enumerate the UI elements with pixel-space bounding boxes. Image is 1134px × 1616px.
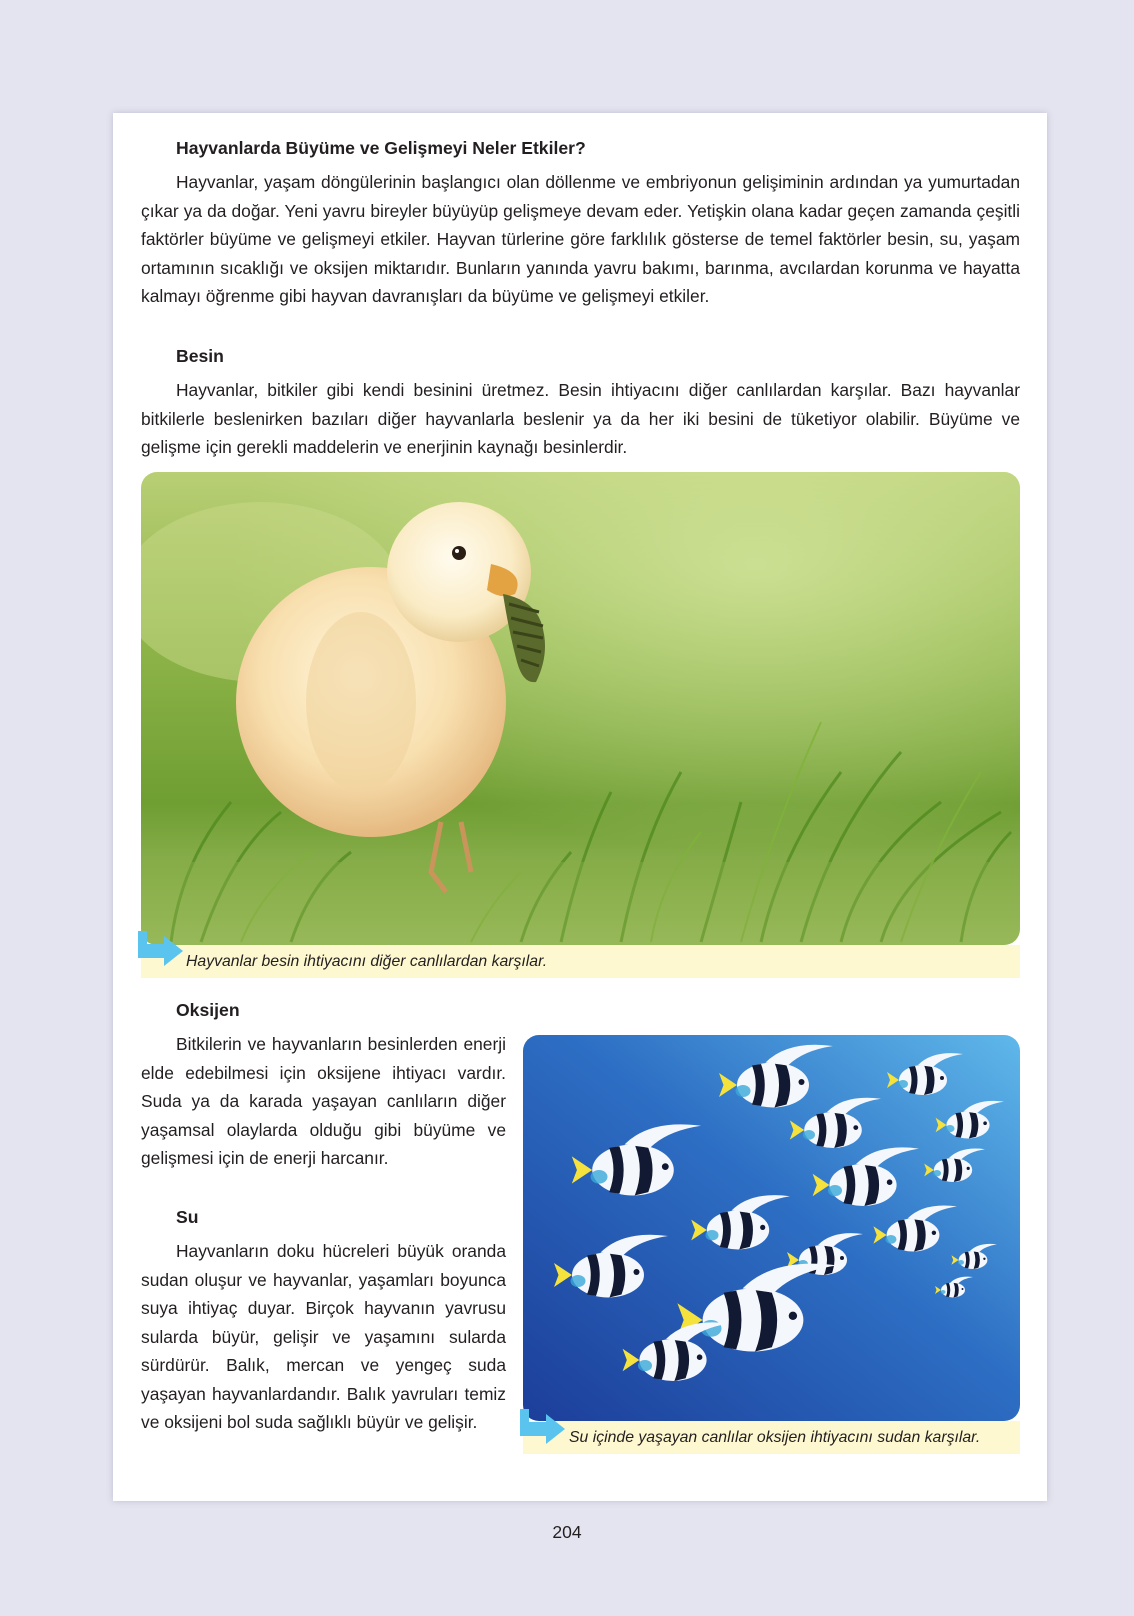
oksijen-heading: Oksijen [176,1000,240,1020]
intro-paragraph: Hayvanlar, yaşam döngülerinin başlangıcı olan döllenme ve embriyonun gelişiminin ardından ya yumurtadan çıkar ya da doğar. Yeni yavru bireyler büyüyüp gelişmeye devam eder. Yetişkin olana kadar geçen zamanda çeşitli faktörler büyüme ve gelişmeyi etkiler. Hayvan türlerine göre farklılık gösterse de temel faktörler besin, su, yaşam ortamının sıcaklığı ve oksijen miktarıdır. Bunların yanında yavru bakımı, barınma, avcılardan korunma ve hayatta kalmayı öğrenme gibi hayvan davranışları da büyüme ve gelişmeyi etkiler. [141,172,1020,306]
arrow-icon [520,1409,566,1449]
su-heading: Su [176,1207,199,1227]
main-heading: Hayvanlarda Büyüme ve Gelişmeyi Neler Etkiler? [176,138,586,158]
page-number: 204 [552,1522,582,1542]
chick-caption-bar [141,945,1020,978]
oksijen-paragraph: Bitkilerin ve hayvanların besinlerden enerji elde edebilmesi için oksijene ihtiyacı vardır. Suda ya da karada yaşayan canlıların diğer yaşamsal olaylarda olduğu gibi büyüme ve gelişmesi için de enerji harcanır. [141,1034,506,1168]
besin-heading: Besin [176,346,224,366]
chick-photo [141,472,1020,945]
su-paragraph: Hayvanların doku hücreleri büyük oranda sudan oluşur ve hayvanlar, yaşamları boyunca suya ihtiyaç duyar. Birçok hayvanın yavrusu sularda büyür, gelişir ve yaşamını sularda sürdürür. Balık, mercan ve yengeç suda yaşayan hayvanlardandır. Balık yavruları temiz ve oksijeni bol suda sağlıklı büyür ve gelişir. [141,1241,506,1432]
fish-photo [523,1035,1020,1421]
chick-caption: Hayvanlar besin ihtiyacını diğer canlılardan karşılar. [186,953,548,970]
arrow-icon [138,931,184,971]
besin-paragraph: Hayvanlar, bitkiler gibi kendi besinini üretmez. Besin ihtiyacını diğer canlılardan karşılar. Bazı hayvanlar bitkilerle beslenirken bazıları diğer hayvanlarla beslenir ya da her iki besini de tüketiyor olabilir. Büyüme ve gelişme için gerekli maddelerin ve enerjinin kaynağı besinlerdir. [141,380,1020,457]
fish-caption: Su içinde yaşayan canlılar oksijen ihtiyacını sudan karşılar. [569,1429,981,1446]
fish-caption-bar [523,1421,1020,1454]
